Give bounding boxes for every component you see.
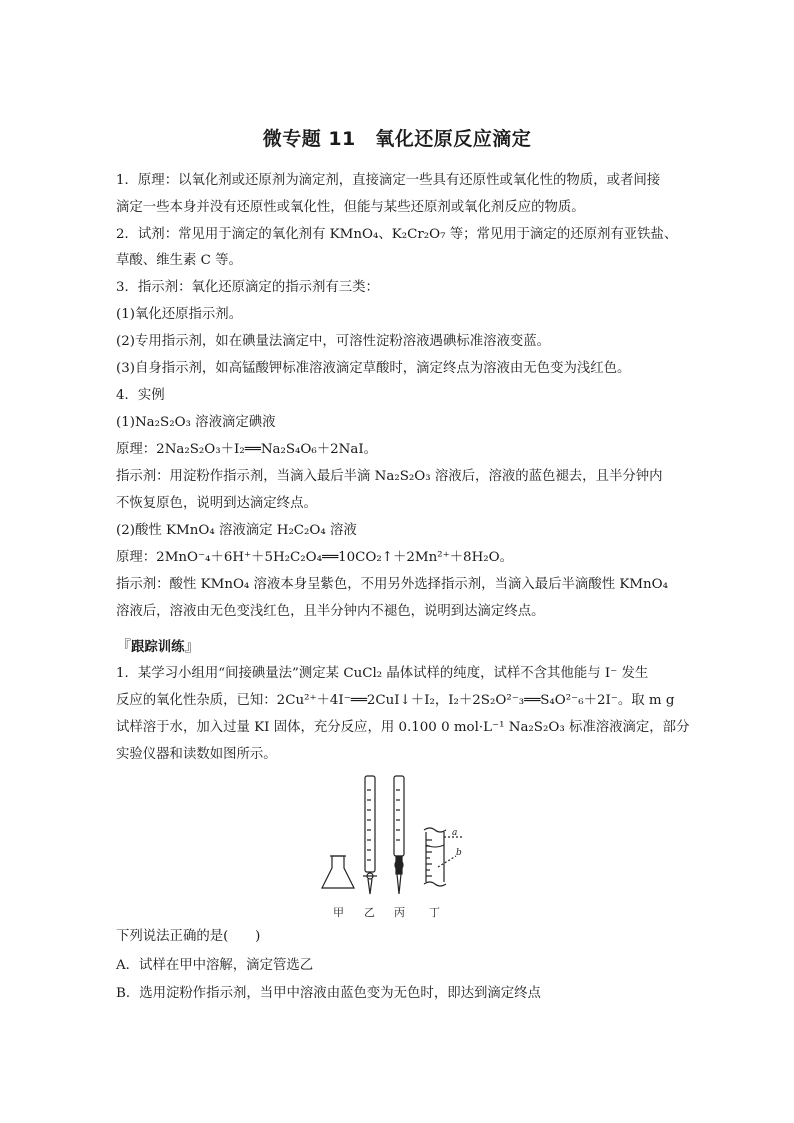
text-line: (3)自身指示剂，如高锰酸钾标准溶液滴定草酸时，滴定终点为溶液由无色变为浅红色。 bbox=[116, 361, 631, 376]
text-line: 指示剂：用淀粉作指示剂，当滴入最后半滴 Na₂S₂O₃ 溶液后，溶液的蓝色褪去，且半分钟内 bbox=[116, 469, 663, 484]
text-line: 不恢复原色，说明到达滴定终点。 bbox=[116, 496, 317, 511]
figure-label-yi: 乙 bbox=[364, 906, 375, 919]
text-line: 溶液后，溶液由无色变浅红色，且半分钟内不褪色，说明到达滴定终点。 bbox=[116, 604, 545, 619]
text-line: 4．实例 bbox=[116, 388, 165, 403]
question-line: 实验仪器和读数如图所示。 bbox=[116, 747, 277, 762]
page-title: 微专题 11 氧化还原反应滴定 bbox=[262, 128, 532, 150]
figure-label-ding: 丁 bbox=[429, 906, 440, 919]
text-line: 3．指示剂：氧化还原滴定的指示剂有三类： bbox=[116, 280, 379, 295]
question-line: 反应的氧化性杂质，已知：2Cu²⁺＋4I⁻══2CuI↓＋I₂，I₂＋2S₂O²⁻₃══S₄O²⁻₆＋2I⁻。取 m g bbox=[116, 693, 675, 708]
text-line: (2)酸性 KMnO₄ 溶液滴定 H₂C₂O₄ 溶液 bbox=[116, 523, 357, 538]
question-stem: 下列说法正确的是( ) bbox=[116, 929, 261, 944]
reading-mark-a: a bbox=[452, 828, 458, 838]
heading-bracket-open: 『 bbox=[116, 637, 132, 655]
text-line: (1)氧化还原指示剂。 bbox=[116, 307, 243, 322]
text-line: 2．试剂：常见用于滴定的氧化剂有 KMnO₄、K₂Cr₂O₇ 等；常见用于滴定的还原剂有亚铁盐、 bbox=[116, 227, 678, 242]
heading-label: 跟踪训练 bbox=[131, 640, 185, 655]
text-line: (1)Na₂S₂O₃ 溶液滴定碘液 bbox=[116, 415, 276, 430]
text-line: 原理：2MnO⁻₄＋6H⁺＋5H₂C₂O₄══10CO₂↑＋2Mn²⁺＋8H₂O。 bbox=[116, 550, 513, 565]
figure-label-jia: 甲 bbox=[333, 906, 344, 919]
figure-label-bing: 丙 bbox=[394, 906, 405, 919]
text-line: 指示剂：酸性 KMnO₄ 溶液本身呈紫色，不用另外选择指示剂，当滴入最后半滴酸性 KMnO₄ bbox=[116, 577, 669, 592]
text-line: (2)专用指示剂，如在碘量法滴定中，可溶性淀粉溶液遇碘标准溶液变蓝。 bbox=[116, 334, 551, 349]
exercise-heading bbox=[116, 637, 200, 657]
option-b: B．选用淀粉作指示剂，当甲中溶液由蓝色变为无色时，即达到滴定终点 bbox=[116, 986, 541, 1001]
option-a: A．试样在甲中溶解，滴定管选乙 bbox=[116, 958, 314, 973]
text-line: 草酸、维生素 C 等。 bbox=[116, 253, 242, 268]
base-burette-icon bbox=[394, 776, 404, 894]
apparatus-figure bbox=[310, 770, 470, 920]
heading-bracket-close: 』 bbox=[184, 637, 200, 655]
text-line: 原理：2Na₂S₂O₃＋I₂══Na₂S₄O₆＋2NaI。 bbox=[116, 442, 378, 457]
text-line: 1．原理：以氧化剂或还原剂为滴定剂，直接滴定一些具有还原性或氧化性的物质，或者间接 bbox=[116, 173, 661, 188]
question-line: 试样溶于水，加入过量 KI 固体，充分反应，用 0.100 0 mol·L⁻¹ Na₂S₂O₃ 标准溶液滴定，部分 bbox=[116, 720, 690, 735]
reading-mark-b: b bbox=[456, 848, 462, 858]
question-line: 1．某学习小组用“间接碘量法”测定某 CuCl₂ 晶体试样的纯度，试样不含其他能与 I⁻ 发生 bbox=[116, 666, 649, 681]
conical-flask-icon bbox=[322, 856, 354, 888]
text-line: 滴定一些本身并没有还原性或氧化性，但能与某些还原剂或氧化剂反应的物质。 bbox=[116, 200, 585, 215]
acid-burette-icon bbox=[363, 776, 377, 894]
